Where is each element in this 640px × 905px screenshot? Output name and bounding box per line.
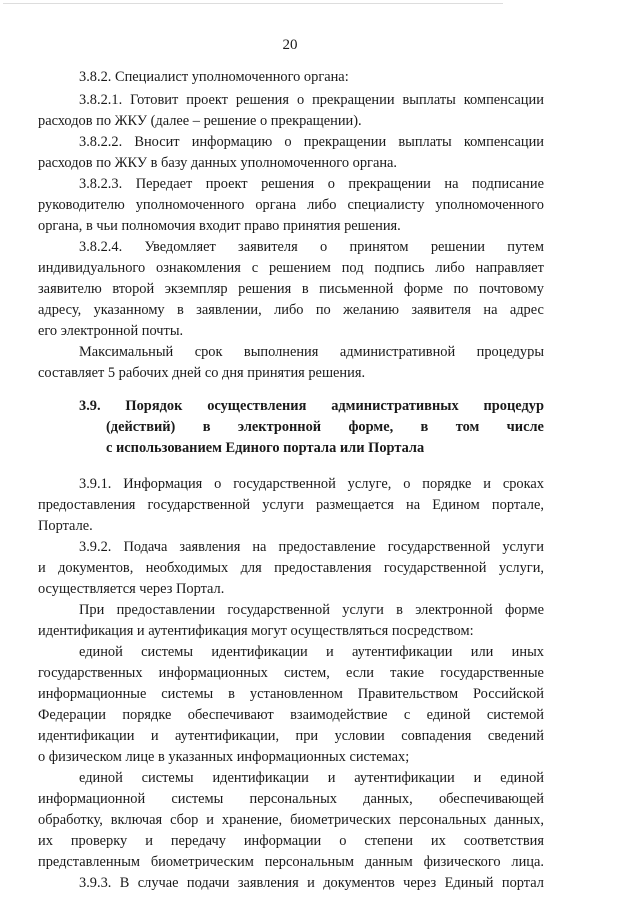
text-line: индивидуального ознакомления с решением под подпись либо направляет	[38, 260, 544, 276]
text-line: 3.8.2.4. Уведомляет заявителя о принятом решении путем	[79, 239, 544, 255]
text-line: идентификация и аутентификация могут осуществляться посредством:	[38, 623, 474, 639]
text-line: заявителю второй экземпляр решения в письменной форме по почтовому	[38, 281, 544, 297]
text-line: расходов по ЖКУ в базу данных уполномоченного органа.	[38, 155, 398, 171]
text-line: органа, в чьи полномочия входит право принятия решения.	[38, 218, 401, 234]
text-line: их проверку и передачу информации о степени их соответствия	[38, 833, 544, 849]
text-line: предоставления государственной услуги размещается на Едином портале,	[38, 497, 544, 513]
text-line: его электронной почты.	[38, 323, 184, 339]
text-line: 3.8.2.3. Передает проект решения о прекращении на подписание	[79, 176, 544, 192]
text-line: 3.8.2. Специалист уполномоченного органа:	[79, 69, 349, 85]
page-number: 20	[282, 37, 298, 53]
text-line: обработку, включая сбор и хранение, биометрических персональных данных,	[38, 812, 544, 828]
text-line: и документов, необходимых для предоставления государственной услуги,	[38, 560, 544, 576]
section-heading-line: 3.9. Порядок осуществления административных процедур	[79, 398, 544, 414]
text-line: Федерации порядке обеспечивают взаимодействие с единой системой	[38, 707, 544, 723]
text-line: представленным биометрическим персональным данным физического лица.	[38, 854, 544, 870]
text-line: 3.8.2.1. Готовит проект решения о прекращении выплаты компенсации	[79, 92, 544, 108]
section-heading-line: (действий) в электронной форме, в том числе	[106, 419, 544, 435]
text-line: При предоставлении государственной услуги в электронной форме	[79, 602, 544, 618]
text-line: единой системы идентификации и аутентификации или иных	[79, 644, 544, 660]
text-line: государственных информационных систем, если такие государственные	[38, 665, 544, 681]
text-line: руководителю уполномоченного органа либо специалисту уполномоченного	[38, 197, 544, 213]
text-line: расходов по ЖКУ (далее – решение о прекращении).	[38, 113, 362, 129]
text-line: 3.9.2. Подача заявления на предоставление государственной услуги	[79, 539, 544, 555]
text-line: 3.9.1. Информация о государственной услуге, о порядке и сроках	[79, 476, 544, 492]
text-line: идентификации и аутентификации, при условии совпадения сведений	[38, 728, 544, 744]
text-line: Максимальный срок выполнения административной процедуры	[79, 344, 544, 360]
text-line: единой системы идентификации и аутентификации и единой	[79, 770, 544, 786]
text-line: Портале.	[38, 518, 93, 534]
text-line: информационные системы в установленном Правительством Российской	[38, 686, 544, 702]
section-heading-line: с использованием Единого портала или Портала	[106, 440, 425, 456]
text-line: информационной системы персональных данных, обеспечивающей	[38, 791, 544, 807]
text-line: адресу, указанному в заявлении, либо по желанию заявителя на адрес	[38, 302, 544, 318]
text-line: 3.8.2.2. Вносит информацию о прекращении выплаты компенсации	[79, 134, 544, 150]
scan-edge-line	[3, 3, 503, 4]
text-line: составляет 5 рабочих дней со дня принятия решения.	[38, 365, 366, 381]
text-line: о физическом лице в указанных информационных системах;	[38, 749, 410, 765]
text-line: 3.9.3. В случае подачи заявления и документов через Единый портал	[79, 875, 544, 891]
text-line: осуществляется через Портал.	[38, 581, 225, 597]
